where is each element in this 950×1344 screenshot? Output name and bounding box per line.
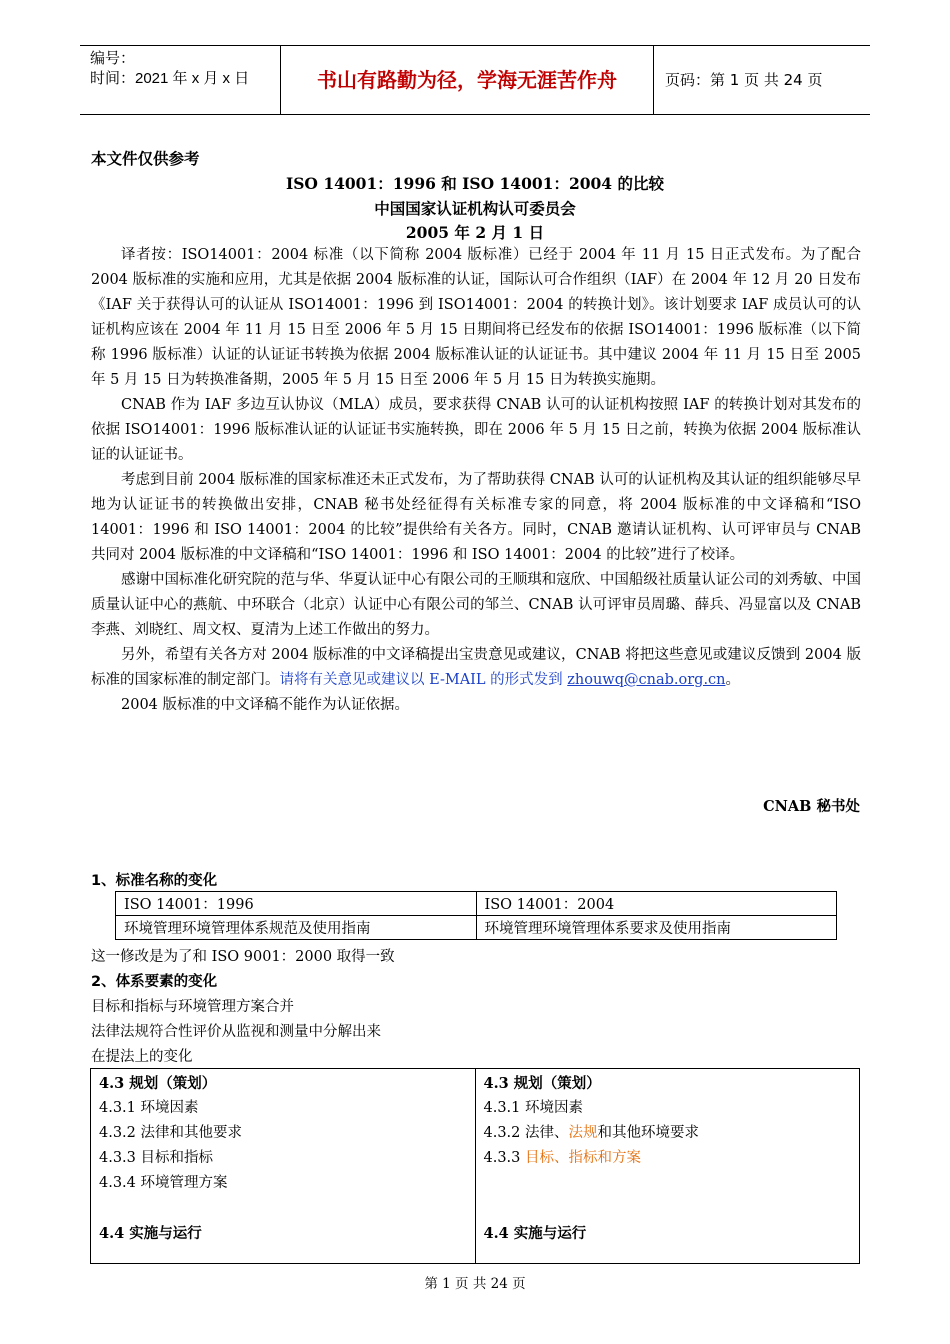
paragraph-1: 译者按：ISO14001：2004 标准（以下简称 2004 版标准）已经于 2004 年 11 月 15 日正式发布。为了配合 2004 版标准的实施和应用，尤其是依据 2004 版标准的认证，国际认可合作组织（IAF）在 2004 年 12 月 20 日发布《IAF 关于获得认可的认证从 ISO14001：1996 到 ISO14001：2004 的转换计划》。该计划要求 IAF 成员认可的认证机构应该在 2004 年 11 月 15 日至 2006 年 5 月 15 日期间将已经发布的依据 ISO14001：1996 版标准（以下简称 1996 版标准）认证的认证证书转换为依据 2004 版标准认证的认证证书。其中建议 2004 年 11 月 15 日至 2005 年 5 月 15 日为转换准备期，2005 年 5 月 15 日至 2006 年 5 月 15 日为转换实施期。 (91, 247, 861, 388)
left-item-4-3-4: 4.3.4 环境管理方案 (99, 1175, 228, 1191)
right-item-4-3-1: 4.3.1 环境因素 (483, 1100, 584, 1116)
right-item-4-3-2: 4.3.2 法律、法规和其他环境要求 (483, 1125, 700, 1141)
page-header (80, 45, 870, 115)
page-footer: 第 1 页 共 24 页 (424, 1276, 526, 1292)
left-item-4-3-1: 4.3.1 环境因素 (99, 1100, 199, 1116)
header-page-info: 页码：第 1 页 共 24 页 (665, 71, 823, 89)
section-2-line-2: 法律法规符合性评价从监视和测量中分解出来 (91, 1024, 381, 1040)
email-link[interactable]: zhouwq@cnab.org.cn (567, 672, 726, 688)
number-label: 编号： (90, 50, 136, 67)
time-label: 时间：2021 年 x 月 x 日 (90, 70, 250, 87)
element-comparison-table (90, 1068, 860, 1264)
table-cell: 环境管理环境管理体系要求及使用指南 (476, 916, 837, 940)
left-heading-4-3: 4.3 规划（策划） (99, 1075, 217, 1092)
request-text: 请将有关意见或建议以 E-MAIL 的形式发到 (279, 672, 568, 688)
section-1-note: 这一修改是为了和 ISO 9001：2000 取得一致 (91, 949, 395, 965)
left-item-4-3-2: 4.3.2 法律和其他要求 (99, 1125, 243, 1141)
table-row (91, 1069, 860, 1264)
left-item-4-3-3: 4.3.3 目标和指标 (99, 1150, 214, 1166)
section-2-line-1: 目标和指标与环境管理方案合并 (91, 999, 294, 1015)
standard-name-table (115, 891, 837, 940)
section-2-heading: 2、体系要素的变化 (91, 974, 218, 990)
doc-date: 2005 年 2 月 1 日 (405, 223, 545, 242)
translator-notes (91, 243, 861, 718)
table-row (116, 916, 837, 940)
right-heading-4-4: 4.4 实施与运行 (483, 1225, 587, 1242)
changed-text: 法规 (568, 1125, 598, 1141)
table-cell: ISO 14001：1996 (116, 892, 477, 916)
signature: CNAB 秘书处 (763, 798, 860, 815)
table-cell: 环境管理环境管理体系规范及使用指南 (116, 916, 477, 940)
table-row (116, 892, 837, 916)
section-2-line-3: 在提法上的变化 (91, 1049, 193, 1065)
right-item-4-3-3: 4.3.3 目标、指标和方案 (483, 1150, 642, 1166)
left-heading-4-4: 4.4 实施与运行 (99, 1225, 202, 1242)
doc-title: ISO 14001：1996 和 ISO 14001：2004 的比较 (285, 174, 664, 193)
paragraph-5: 另外，希望有关各方对 2004 版标准的中文译稿提出宝贵意见或建议，CNAB 将把这些意见或建议反馈到 2004 版标准的国家标准的制定部门。请将有关意见或建议以 E-MAIL 的形式发到 zhouwq@cnab.org.cn。 (91, 647, 861, 688)
paragraph-3: 考虑到目前 2004 版标准的国家标准还未正式发布，为了帮助获得 CNAB 认可的认证机构及其认证的组织能够尽早地为认证证书的转换做出安排，CNAB 秘书处经征得有关标准专家的同意，将 2004 版标准的中文译稿和“ISO 14001：1996 和 ISO 14001：2004 的比较”提供给有关各方。同时，CNAB 邀请认证机构、认可评审员与 CNAB 共同对 2004 版标准的中文译稿和“ISO 14001：1996 和 ISO 14001：2004 的比较”进行了校译。 (91, 472, 861, 563)
table-cell: ISO 14001：2004 (476, 892, 837, 916)
paragraph-2: CNAB 作为 IAF 多边互认协议（MLA）成员，要求获得 CNAB 认可的认证机构按照 IAF 的转换计划对其发布的依据 ISO14001：1996 版标准认证的认证证书实施转换，即在 2006 年 5 月 15 日之前，转换为依据 2004 版标准认证的认证证书。 (91, 397, 861, 463)
header-meta (80, 46, 281, 114)
reference-note: 本文件仅供参考 (91, 150, 200, 168)
changed-text: 目标、指标和方案 (525, 1150, 642, 1166)
right-heading-4-3: 4.3 规划（策划） (483, 1075, 601, 1092)
header-motto: 书山有路勤为径，学海无涯苦作舟 (281, 46, 654, 114)
paragraph-4: 感谢中国标准化研究院的范与华、华夏认证中心有限公司的王顺琪和寇欣、中国船级社质量认证公司的刘秀敏、中国质量认证中心的燕航、中环联合（北京）认证中心有限公司的邹兰、CNAB 认可评审员周璐、薛兵、冯显富以及 CNAB 李燕、刘晓红、周文权、夏清为上述工作做出的努力。 (91, 572, 861, 638)
right-column-2004 (475, 1069, 860, 1264)
paragraph-6: 2004 版标准的中文译稿不能作为认证依据。 (121, 697, 410, 713)
section-1-heading: 1、标准名称的变化 (91, 873, 218, 889)
doc-org: 中国国家认证机构认可委员会 (374, 199, 576, 218)
left-column-1996 (91, 1069, 476, 1264)
